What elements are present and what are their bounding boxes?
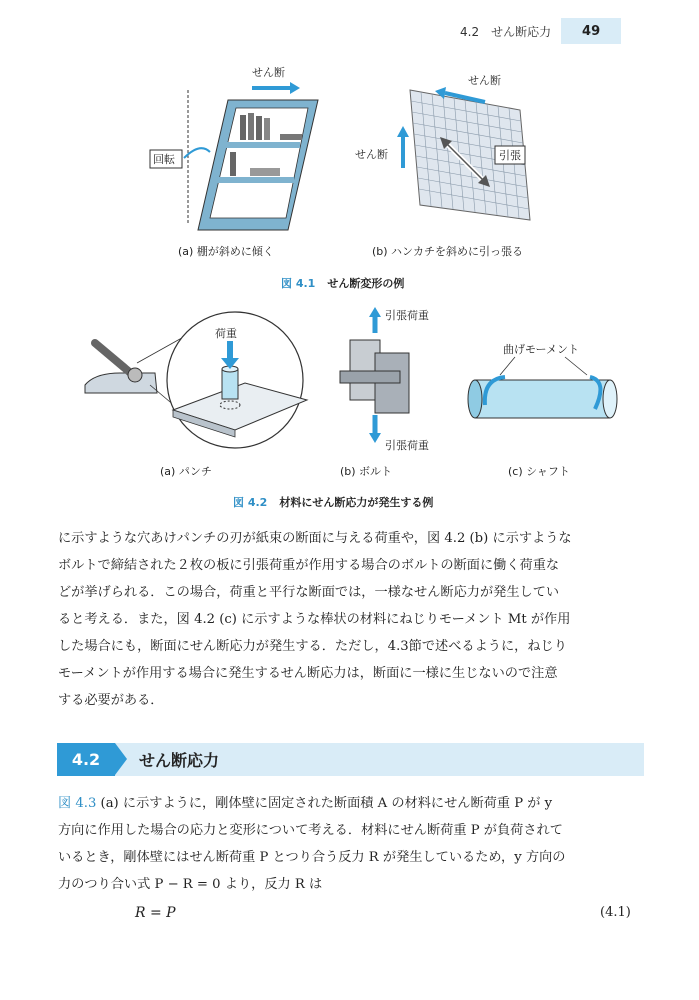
fig-4-1-sub-b: (b) ハンカチを斜めに引っ張る: [372, 245, 524, 258]
label-shear-top: せん断: [252, 66, 285, 79]
para1-line: した場合にも，断面にせん断応力が発生する．ただし，4.3節で述べるように，ねじり: [58, 639, 567, 654]
figure-reference: 図 4.3: [58, 796, 97, 811]
section-heading: [57, 743, 644, 776]
fig-4-1-sub-a: (a) 棚が斜めに傾く: [178, 245, 274, 258]
para2-line: [58, 790, 648, 817]
figure-4-2: [75, 305, 635, 457]
fig-4-2-number: 図 4.2: [233, 496, 268, 509]
section-title: せん断応力: [139, 751, 220, 770]
label-load: 荷重: [215, 327, 237, 340]
punch-illustration: [85, 312, 307, 448]
para1-line: ボルトで締結された２枚の板に引張荷重が作用する場合のボルトの断面に働く荷重な: [58, 558, 560, 573]
label-rotation: 回転: [153, 153, 175, 166]
header-section-title: 4.2 せん断応力: [460, 24, 552, 39]
fig-4-2-sub-b: (b) ボルト: [340, 465, 393, 478]
shaft-illustration: [468, 342, 617, 418]
running-header: [460, 18, 621, 44]
label-shear-left: せん断: [355, 148, 388, 161]
fig-4-2-title: 材料にせん断応力が発生する例: [279, 496, 434, 509]
label-tension: 引張: [499, 149, 521, 162]
equation-number: (4.1): [600, 905, 631, 920]
equation: R = P: [135, 905, 176, 921]
para2-line: 方向に作用した場合の応力と変形について考える．材料にせん断荷重 P が負荷されて: [58, 823, 563, 838]
tilted-shelf: [198, 100, 318, 230]
figure-4-1: [140, 60, 560, 235]
para2-line1-text: (a) に示すように，剛体壁に固定された断面積 A の材料にせん断荷重 P が y: [96, 796, 553, 811]
fig-4-2-sub-c: (c) シャフト: [508, 465, 570, 478]
label-tensile-top: 引張荷重: [385, 309, 429, 322]
para2-line: いるとき，剛体壁にはせん断荷重 P とつり合う反力 R が発生しているため，y 方向の: [58, 850, 566, 865]
body-paragraph-1: [58, 525, 648, 714]
body-paragraph-2: [58, 790, 648, 898]
para1-line: する必要がある．: [58, 693, 164, 708]
fig-4-2-caption: [233, 494, 433, 510]
para1-line: モーメントが作用する場合に発生するせん断応力は，断面に一様に生じないので注意: [58, 666, 558, 681]
label-bending: 曲げモーメント: [503, 343, 580, 356]
page-number: 49: [561, 18, 621, 44]
label-tensile-bottom: 引張荷重: [385, 439, 429, 452]
label-shear-right: せん断: [468, 74, 501, 87]
section-arrow-icon: [115, 743, 127, 775]
fig-4-1-number: 図 4.1: [281, 277, 316, 290]
fig-4-2-sub-a: (a) パンチ: [160, 465, 212, 478]
para2-line: 力のつり合い式 P − R = 0 より，反力 R は: [58, 877, 323, 892]
fig-4-1-title: せん断変形の例: [327, 277, 405, 290]
fig-4-1-caption: [281, 275, 404, 291]
para1-line: ると考える．また，図 4.2 (c) に示すような棒状の材料にねじりモーメント Mt が作用: [58, 612, 571, 627]
para1-line: どが挙げられる．この場合，荷重と平行な断面では，一様なせん断応力が発生してい: [58, 585, 560, 600]
para1-line: に示すような穴あけパンチの刃が紙束の断面に与える荷重や，図 4.2 (b) に示すような: [58, 531, 572, 546]
bolt-illustration: [340, 307, 429, 452]
section-number: 4.2: [57, 743, 115, 776]
